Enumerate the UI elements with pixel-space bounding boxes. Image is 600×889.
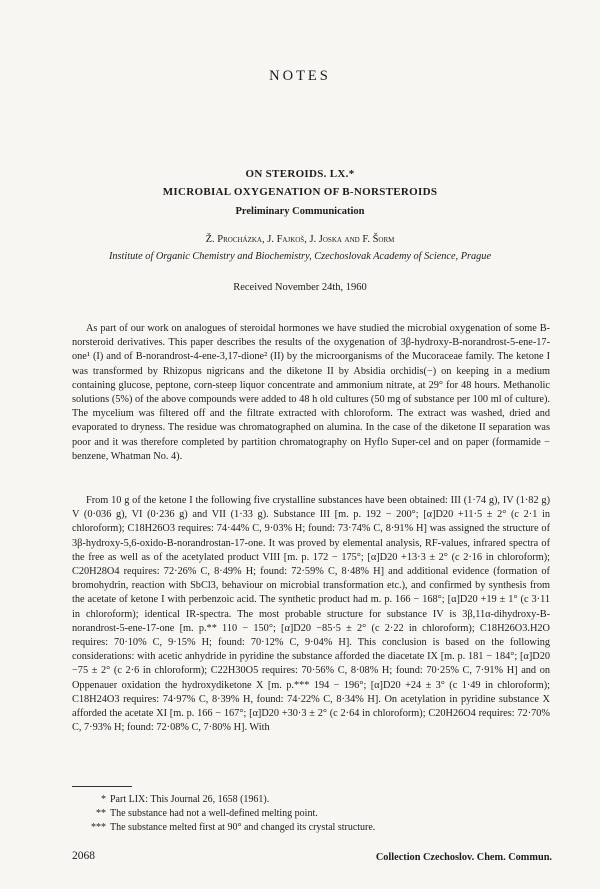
- footnote-marker: **: [96, 808, 106, 820]
- footnote-divider: [72, 786, 132, 787]
- body-paragraph-2: From 10 g of the ketone I the following five crystalline substances have been obtained: III (1·74 g), IV (1·82 g) V (0·036 g), VI (0·236 g) and VII (1·33 g). Substance III [m. p. 192 − 200°; [α]D20 +11·5 ± 2° (c 2·1 in chloroform); C18H26O3 requires: 74·44% C, 9·03% H; found: 73·74% C, 8·91% H] was assigned the structure of 3β-hydroxy-5,6-oxido-B-norandrostan-17-one. It was proved by elemental analysis, RF-values, infrared spectra of the free as well as of the acetylated product VIII [m. p. 172 − 175°; [α]D20 +13·3 ± 2° (c 2·16 in chloroform); C20H28O4 requires: 72·26% C, 8·49% H; found: 72·59% C, 8·48% H] and additional evidence (formation of bromohydrin, reaction with SbCl3, behaviour on microbial transformation etc.), and confirmed by synthesis from the acetate of ketone I with perbenzoic acid. The synthetic product had m. p. 166 − 168°; [α]D20 +19 ± 1° (c 3·11 in chloroform); identical IR-spectra. The most probable structure for substance IV is 3β,11α-dihydroxy-B-norandrost-5-ene-17-one [m. p.** 110 − 150°; [α]D20 −85·5 ± 2° (c 2·22 in chloroform); C18H26O3.H2O requires: 70·10% C, 9·15% H; found: 70·12% C, 9·04% H]. This conclusion is based on the following considerations: with acetic anhydride in pyridine the substance afforded the diacetate IX [m. p. 181 − 184°; [α]D20 −75 ± 2° (c 2·6 in chloroform); C22H30O5 requires: 70·56% C, 8·08% H; found: 70·25% C, 7·91% H] and on Oppenauer oxidation the hydroxydiketone X [m. p.*** 194 − 196°; [α]D20 +24 ± 3° (c 1·49 in chloroform); C18H24O3 requires: 74·97% C, 8·39% H, found: 74·22% C, 8·34% H]. On acetylation in pyridine substance X afforded the acetate XI [m. p. 166 − 167°; [α]D20 +30·3 ± 2° (c 2·64 in chloroform); C20H26O4 requires: 72·70% C, 7·93% H; found: 72·08% C, 7·80% H]. With: [72, 495, 550, 734]
- institution: Institute of Organic Chemistry and Biochemistry, Czechoslovak Academy of Science, Prague: [108, 251, 492, 262]
- footnote-marker: ***: [91, 822, 106, 834]
- footnotes: [72, 793, 550, 836]
- body-paragraph-1: As part of our work on analogues of steroidal hormones we have studied the microbial oxygenation of some B-norsteroid derivatives. This paper describes the results of the oxygenation of 3β-hydroxy-B-norandrost-5-ene-17-one¹ (I) and of B-norandrost-4-ene-3,17-dione² (II) by the microorganisms of the Mucoraceae family. The ketone I was transformed by Rhizopus nigricans and the diketone II by Absidia orchidis(−) on keeping in a medium containing glucose, peptone, corn-steep liquor concentrate and ammonium nitrate, at 29° for 48 hours. Methanolic solutions (5%) of the above compounds were added to 48 h old cultures (50 mg of substance per 100 ml of culture). The mycelium was filtered off and the filtrate extracted with chloroform. The extract was washed, dried and evaporated to dryness. The residue was chromatographed on alumina. In the case of the diketone II separation was poor and it was therefore completed by partition chromatography on Hyflo Super-cel and on paper (formamide − benzene, Whatman No. 4).: [72, 323, 550, 462]
- footnote-marker: *: [101, 794, 106, 805]
- footnote: [72, 807, 550, 821]
- article-subtitle: Preliminary Communication: [235, 206, 365, 217]
- journal-name: Collection Czechoslov. Chem. Commun.: [375, 852, 552, 863]
- footnote-text: The substance melted first at 90° and changed its crystal structure.: [110, 822, 376, 834]
- received-date: Received November 24th, 1960: [233, 282, 367, 293]
- page-number: 2068: [72, 850, 95, 862]
- footnote: [72, 793, 550, 807]
- authors: Ž. Procházka, J. Fajkoš, J. Joska and F. Šorm: [205, 234, 395, 245]
- footnote-text: The substance had not a well-defined melting point.: [110, 808, 318, 820]
- article-title-line-1: ON STEROIDS. LX.*: [245, 168, 355, 180]
- section-heading: NOTES: [269, 68, 331, 84]
- article-title-line-2: MICROBIAL OXYGENATION OF B-NORSTEROIDS: [162, 186, 438, 198]
- footnote: [72, 821, 550, 835]
- footnote-text: Part LIX: This Journal 26, 1658 (1961).: [110, 794, 270, 805]
